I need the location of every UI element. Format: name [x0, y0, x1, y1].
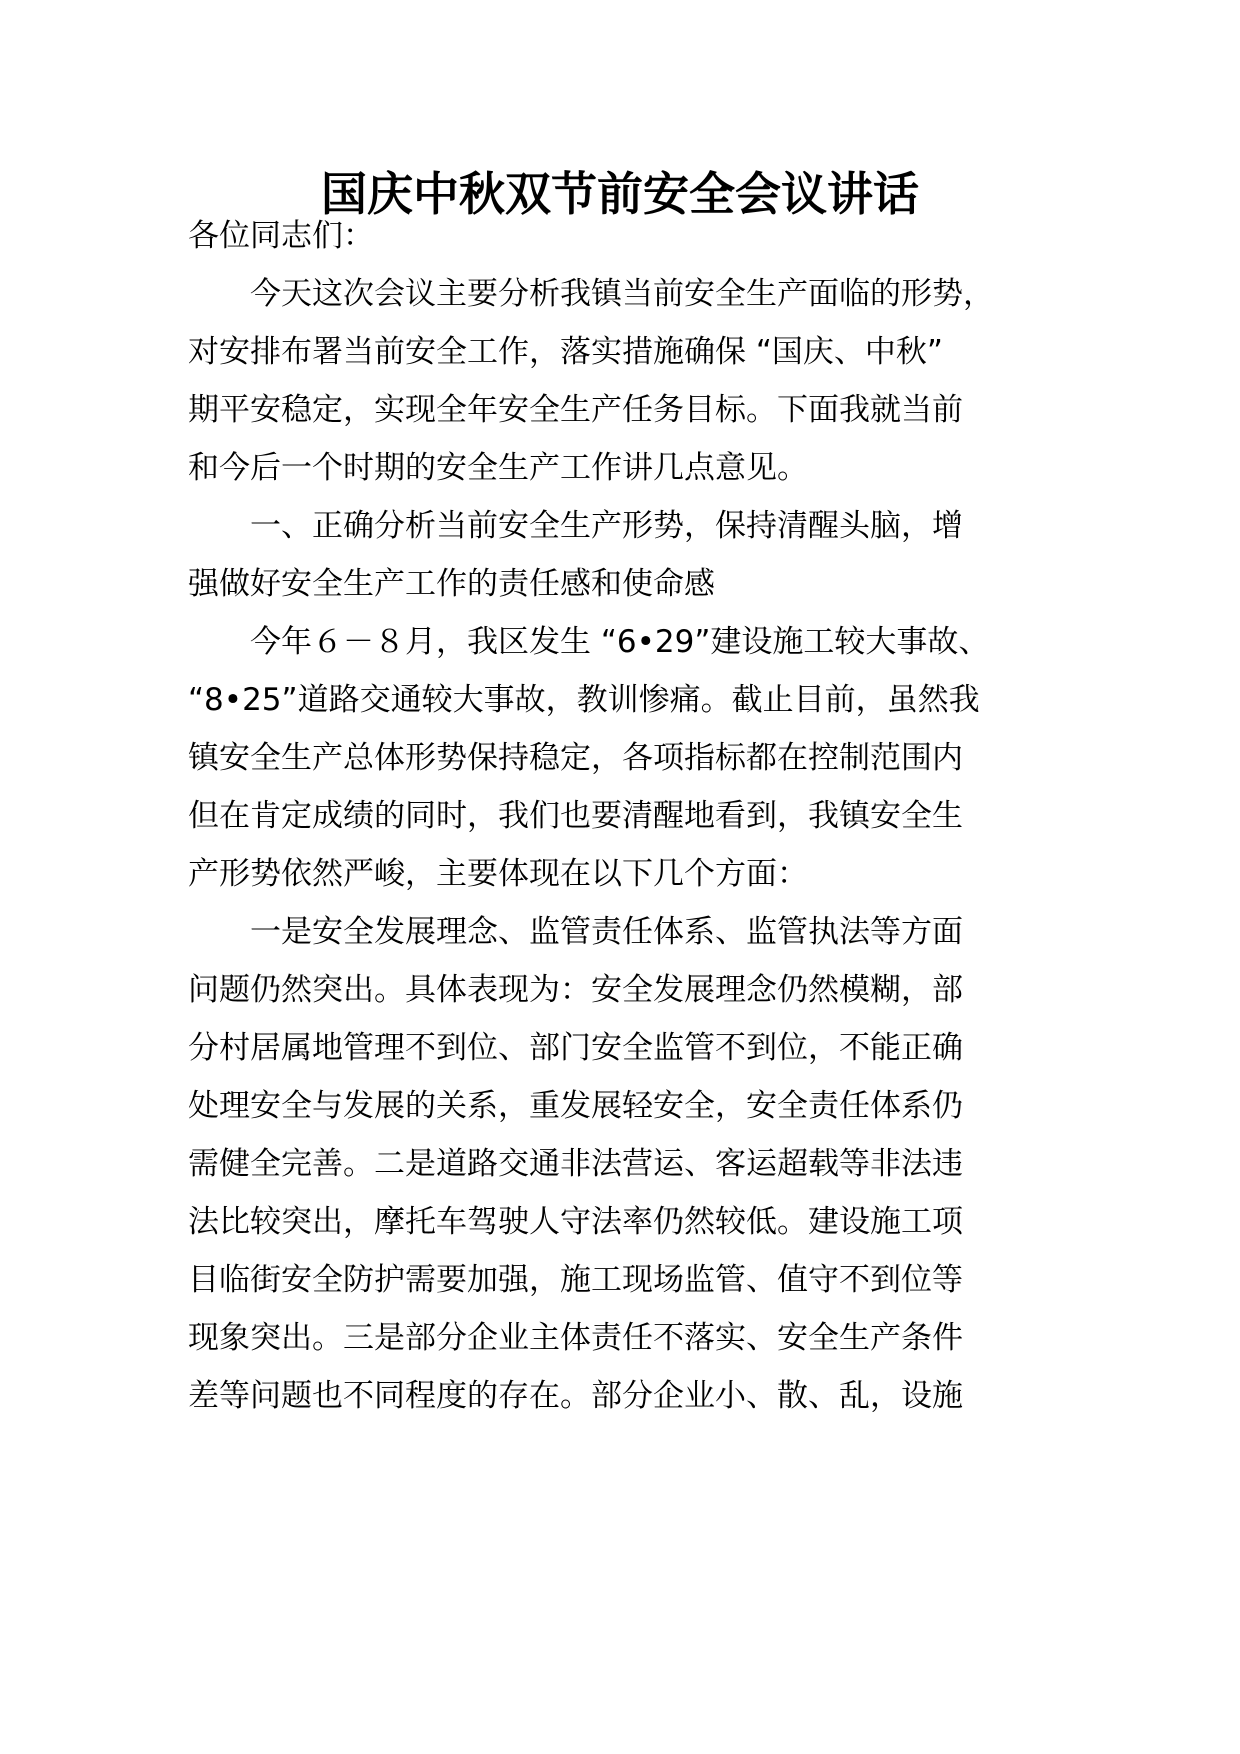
- body-line: 目临街安全防护需要加强，施工现场监管、值守不到位等: [188, 1262, 963, 1298]
- body-line: “8•25”道路交通较大事故，教训惨痛。截止目前，虽然我: [188, 682, 980, 718]
- document-title: 国庆中秋双节前安全会议讲话: [321, 167, 919, 221]
- body-line: 今年６－８月，我区发生 “6•29”建设施工较大事故、: [188, 624, 990, 660]
- body-line: 产形势依然严峻，主要体现在以下几个方面：: [188, 856, 808, 892]
- body-line: 镇安全生产总体形势保持稳定，各项指标都在控制范围内: [188, 740, 963, 776]
- body-line: 分村居属地管理不到位、部门安全监管不到位，不能正确: [188, 1030, 963, 1066]
- body-line: 今天这次会议主要分析我镇当前安全生产面临的形势，: [188, 276, 994, 312]
- body-line: 和今后一个时期的安全生产工作讲几点意见。: [188, 450, 808, 486]
- body-line: 问题仍然突出。具体表现为：安全发展理念仍然模糊，部: [188, 972, 963, 1008]
- body-line: 一是安全发展理念、监管责任体系、监管执法等方面: [188, 914, 963, 950]
- body-line: 期平安稳定，实现全年安全生产任务目标。下面我就当前: [188, 392, 963, 428]
- body-line: 但在肯定成绩的同时，我们也要清醒地看到，我镇安全生: [188, 798, 963, 834]
- body-line: 差等问题也不同程度的存在。部分企业小、散、乱，设施: [188, 1378, 963, 1414]
- section-heading-line: 一、正确分析当前安全生产形势，保持清醒头脑，增: [188, 508, 963, 544]
- body-line: 需健全完善。二是道路交通非法营运、客运超载等非法违: [188, 1146, 963, 1182]
- section-heading-line: 强做好安全生产工作的责任感和使命感: [188, 566, 715, 602]
- body-line: 现象突出。三是部分企业主体责任不落实、安全生产条件: [188, 1320, 963, 1356]
- body-line: 法比较突出，摩托车驾驶人守法率仍然较低。建设施工项: [188, 1204, 963, 1240]
- body-line: 处理安全与发展的关系，重发展轻安全，安全责任体系仍: [188, 1088, 963, 1124]
- body-line: 对安排布署当前安全工作，落实措施确保 “国庆、中秋”: [188, 334, 943, 370]
- salutation-line: 各位同志们：: [188, 218, 374, 254]
